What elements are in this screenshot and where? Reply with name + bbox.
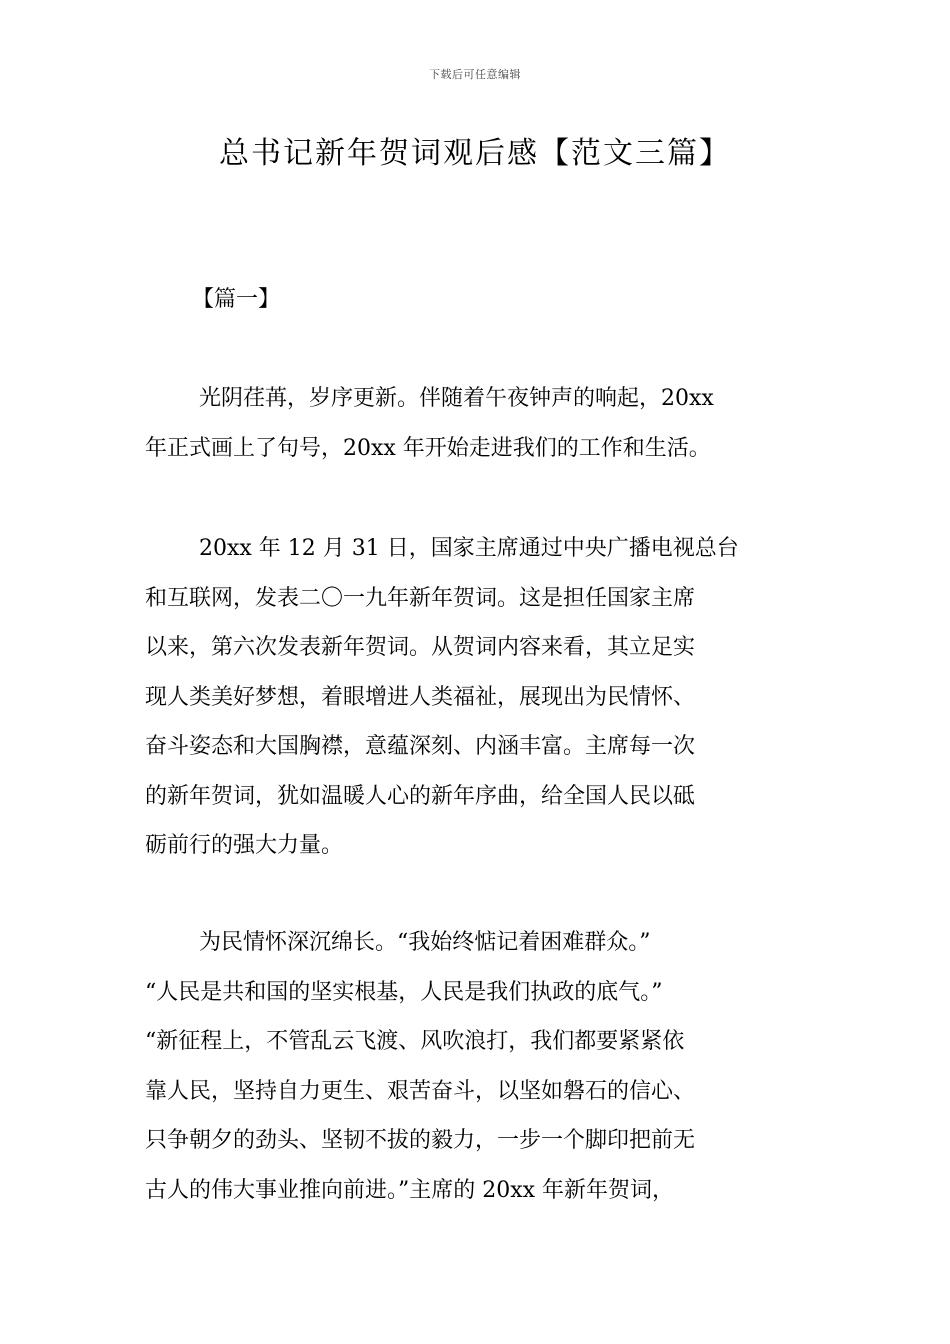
paragraph-line: 砺前行的强大力量。	[145, 833, 344, 858]
paragraph-line: 奋斗姿态和大国胸襟，意蕴深刻、内涵丰富。主席每一次	[145, 734, 696, 759]
section-label: 【篇一】	[192, 287, 281, 312]
paragraph-2	[145, 524, 807, 871]
paragraph-1	[145, 374, 807, 473]
paragraph-3	[145, 918, 807, 1215]
paragraph-line: 20xx 年 12 月 31 日，国家主席通过中央广播电视总台	[199, 536, 739, 561]
header-note: 下载后可任意编辑	[429, 68, 521, 81]
paragraph-line: 和互联网，发表二〇一九年新年贺词。这是担任国家主席	[145, 585, 696, 611]
paragraph-line: 光阴荏苒，岁序更新。伴随着午夜钟声的响起，20xx	[199, 386, 714, 411]
paragraph-line: 古人的伟大事业推向前进。”主席的 20xx 年新年贺词，	[145, 1177, 675, 1203]
paragraph-line: “新征程上，不管乱云飞渡、风吹浪打，我们都要紧紧依	[145, 1029, 685, 1054]
paragraph-line: 只争朝夕的劲头、坚韧不拔的毅力，一步一个脚印把前无	[145, 1128, 696, 1153]
document-title: 总书记新年贺词观后感【范文三篇】	[219, 136, 731, 171]
paragraph-line: 为民情怀深沉绵长。“我始终惦记着困难群众。”	[199, 930, 651, 955]
paragraph-line: 的新年贺词，犹如温暖人心的新年序曲，给全国人民以砥	[145, 783, 696, 809]
paragraph-line: 年正式画上了句号，20xx 年开始走进我们的工作和生活。	[145, 435, 711, 461]
paragraph-line: 现人类美好梦想，着眼增进人类福祉，展现出为民情怀、	[145, 684, 696, 710]
paragraph-line: 以来，第六次发表新年贺词。从贺词内容来看，其立足实	[145, 635, 696, 660]
paragraph-line: “人民是共和国的坚实根基，人民是我们执政的底气。”	[145, 979, 663, 1005]
paragraph-line: 靠人民，坚持自力更生、艰苦奋斗，以坚如磐石的信心、	[145, 1078, 696, 1104]
